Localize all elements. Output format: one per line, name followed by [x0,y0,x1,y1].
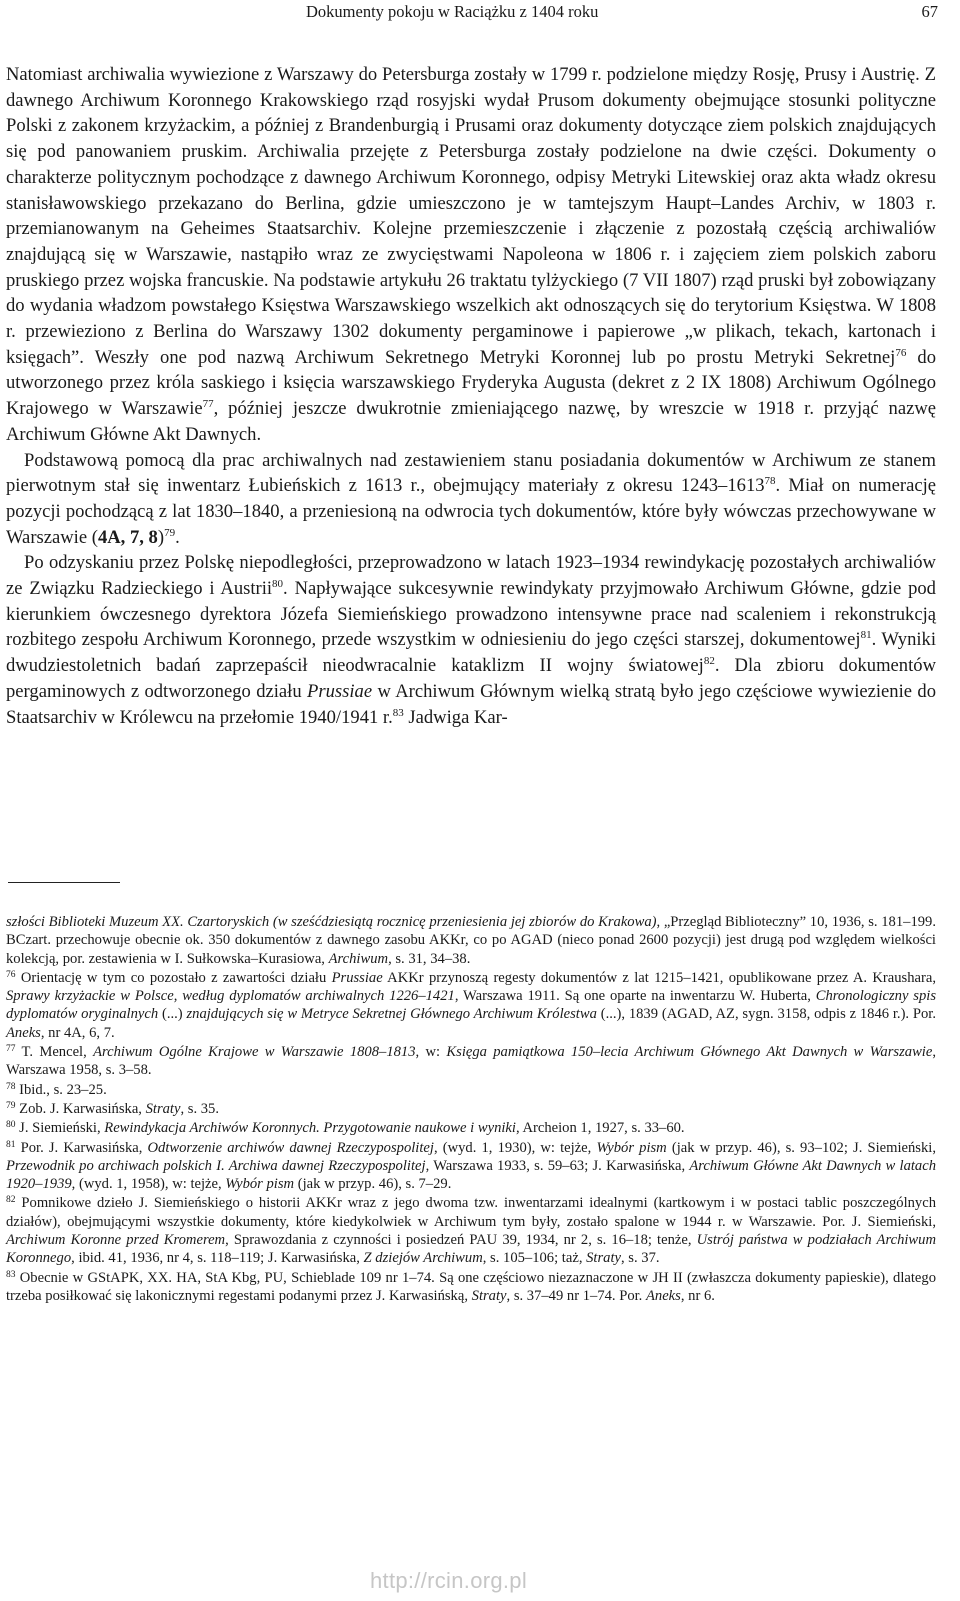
footnote-number: 83 [6,1269,16,1280]
footnote-ref-83[interactable]: 83 [392,706,404,719]
footnote-number: 76 [6,969,16,980]
footnote-ref-79[interactable]: 79 [164,526,176,539]
paragraph-3: Po odzyskaniu przez Polskę niepodległości, przeprowadzono w latach 1923–1934 rewindykację pozostałych archiwaliów ze Związku Radzieckiego i Austrii$^{80}$. Napływające sukcesywnie rewindykaty przyjmowało Archiwum Główne, gdzie pod kierunkiem ówczesnego dyrektora Józefa Siemieńskiego prowadzono intensywne prace nad scaleniem i rekonstrukcją rozbitego zespołu Archiwum Koronnego, przede wszystkim w odniesieniu do jego części starszej, dokumentowej$^{81}$. Wyniki dwudziestoletnich badań zaprzepaścił nieodwracalnie kataklizm II wojny światowej$^{82}$. Dla zbioru dokumentów pergaminowych z odtworzonego działu Prussiae w Archiwum Głównym wielką stratą było jego częściowe wywiezienie do Staatsarchiv w Królewcu na przełomie 1940/1941 r.$^{83}$ Jadwiga Kar- [6,552,936,728]
footnote-separator [8,882,120,883]
main-text [6,62,936,730]
footnote-ref-77[interactable]: 77 [202,398,214,411]
footnote-77: $^{77}$ T. Mencel, Archiwum Ogólne Krajowe w Warszawie 1808–1813, w: Księga pamiątkowa 150–lecia Archiwum Głównego Akt Dawnych w Warszawie, Warszawa 1958, s. 3–58. [6,1044,936,1079]
footnote-79: $^{79}$ Zob. J. Karwasińska, Straty, s. 35. [6,1100,219,1117]
paragraph-2: Podstawową pomocą dla prac archiwalnych nad zestawieniem stanu posiadania dokumentów w Archiwum ze stanem pierwotnym stał się inwentarz Łubieńskich z 1613 r., obejmujący materiały z okresu 1243–1613$^{78}$. Miał on numerację pozycji pochodzącą z lat 1830–1840, a przeniesioną na odwrocia tych dokumentów, które były wówczas przechowywane w Warszawie (4A, 7, 8)$^{79}$. [6,449,936,548]
footnote-81: $^{81}$ Por. J. Karwasińska, Odtworzenie archiwów dawnej Rzeczypospolitej, (wyd. 1, 1930), w: tejże, Wybór pism (jak w przyp. 46), s. 93–102; J. Siemieński, Przewodnik po archiwach polskich I. Archiwa dawnej Rzeczypospolitej, Warszawa 1933, s. 59–63; J. Karwasińska, Archiwum Główne Akt Dawnych w latach 1920–1939, (wyd. 1, 1958), w: tejże, Wybór pism (jak w przyp. 46), s. 7–29. [6,1139,937,1193]
footnote-number: 80 [6,1120,16,1131]
footnote-76: $^{76}$ Orientację w tym co pozostało z zawartości działu Prussiae AKKr przynoszą regesty dokumentów z lat 1215–1421, opublikowane przez A. Kraushara, Sprawy krzyżackie w Polsce, według dyplomatów archiwalnych 1226–1421, Warszawa 1911. Są one oparte na inwentarzu W. Huberta, Chronologiczny spis dyplomatów oryginalnych (...) znajdujących się w Metryce Sekretnej Głównego Archiwum Królestwa (...), 1839 (AGAD, AZ, sygn. 3158, odpis z 1846 r.). Por. Aneks, nr 4A, 6, 7. [6,969,937,1041]
footnote-ref-76[interactable]: 76 [895,346,907,359]
footnote-83: $^{83}$ Obecnie w GStAPK, XX. HA, StA Kbg, PU, Schieblade 109 nr 1–74. Są one częściowo niezaznaczone w JH II (zwłaszcza dokumenty papieskie), dlatego trzeba posiłkować się lakonicznymi regestami podanymi przez J. Karwasińską, Straty, s. 37–49 nr 1–74. Por. Aneks, nr 6. [6,1269,936,1304]
footnotes [6,913,936,1305]
footnote-number: 78 [6,1081,16,1092]
footnote-ref-81[interactable]: 81 [860,629,872,642]
paragraph-1: Natomiast archiwalia wywiezione z Warszawy do Petersburga zostały w 1799 r. podzielone między Rosję, Prusy i Austrię. Z dawnego Archiwum Koronnego Krakowskiego rząd rosyjski wydał Prusom dokumenty obejmujące stosunki polityczne Polski z zakonem krzyżackim, a później z Brandenburgią i Prusami oraz dokumenty dotyczące ziem polskich znajdujących się pod panowaniem pruskim. Archiwalia przejęte z Petersburga zostały podzielone na dwie części. Dokumenty o charakterze politycznym pochodzące z dawnego Archiwum Koronnego, odpisy Metryki Litewskiej oraz akta władz okresu stanisławowskiego przekazano do Berlina, gdzie umieszczono je w tamtejszym Haupt–Landes Archiv, w 1803 r. przemianowanym na Geheimes Staatsarchiv. Kolejne przemieszczenie i złączenie z pozostałą częścią archiwaliów znajdującą się w Warszawie, nastąpiło wraz ze zwycięstwami Napoleona w 1806 r. i zajęciem ziem polskich zaboru pruskiego przez wojska francuskie. Na podstawie artykułu 26 traktatu tylżyckiego (7 VII 1807) rząd pruski był zobowiązany do wydania władzom powstałego Księstwa Warszawskiego wszelkich akt odnoszących się do terytorium Księstwa. W 1808 r. przewieziono z Berlina do Warszawy 1302 dokumenty pergaminowe i papierowe „w plikach, tekach, kartonach i księgach”. Weszły one pod nazwą Archiwum Sekretnego Metryki Koronnej lub po prostu Metryki Sekretnej$^{76}$ do utworzonego przez króla saskiego i księcia warszawskiego Fryderyka Augusta (dekret z 2 IX 1808) Archiwum Ogólnego Krajowego w Warszawie$^{77}$, później jeszcze dwukrotnie zmieniającego nazwę, by wreszcie w 1918 r. przyjąć nazwę Archiwum Główne Akt Dawnych. [6,64,937,445]
footnote-number: 77 [6,1044,16,1055]
watermark-url: http://rcin.org.pl [370,1568,528,1593]
footnote-ref-80[interactable]: 80 [272,578,284,591]
footnote-number: 79 [6,1100,16,1111]
running-header [10,2,938,24]
running-title: Dokumenty pokoju w Raciążku z 1404 roku [306,2,599,21]
footnote-82: $^{82}$ Pomnikowe dzieło J. Siemieńskiego o historii AKKr wraz z jego dwoma tzw. inwentarzami idealnymi (kartkowym i w postaci tablic poszczególnych działów), obejmującymi wszystkie dokumenty, które kiedykolwiek w Archiwum tym były, zostało spalone w 1944 r. w Warszawie. Por. J. Siemieński, Archiwum Koronne przed Kromerem, Sprawozdania z czynności i posiedzeń PAU 39, 1934, nr 2, s. 16–18; tenże, Ustrój państwa w podziałach Archiwum Koronnego, ibid. 41, 1936, nr 4, s. 118–119; J. Karwasińska, Z dziejów Archiwum, s. 105–106; taż, Straty, s. 37. [6,1195,936,1267]
footnote-continued: szłości Biblioteki Muzeum XX. Czartoryskich (w sześćdziesiątą rocznicę przeniesienia jej zbiorów do Krakowa), „Przegląd Biblioteczny” 10, 1936, s. 181–199. BCzart. przechowuje obecnie ok. 350 dokumentów z dawnego zasobu AKKr, co po AGAD (nieco ponad 2600 pozycji) jest drugą pod względem wielkości kolekcją, por. zestawienia w I. Sułkowska–Kurasiowa, Archiwum, s. 31, 34–38. [6,914,936,967]
footnote-number: 81 [6,1139,16,1150]
page-number: 67 [921,2,938,21]
footnote-80: $^{80}$ J. Siemieński, Rewindykacja Archiwów Koronnych. Przygotowanie naukowe i wyniki, Archeion 1, 1927, s. 33–60. [6,1120,685,1137]
footnote-ref-82[interactable]: 82 [703,655,715,668]
figure-refs: 4A, 7, 8 [97,526,158,548]
footnote-number: 82 [6,1195,16,1206]
footnote-78: $^{78}$ Ibid., s. 23–25. [6,1081,107,1098]
footnote-ref-78[interactable]: 78 [764,475,776,488]
